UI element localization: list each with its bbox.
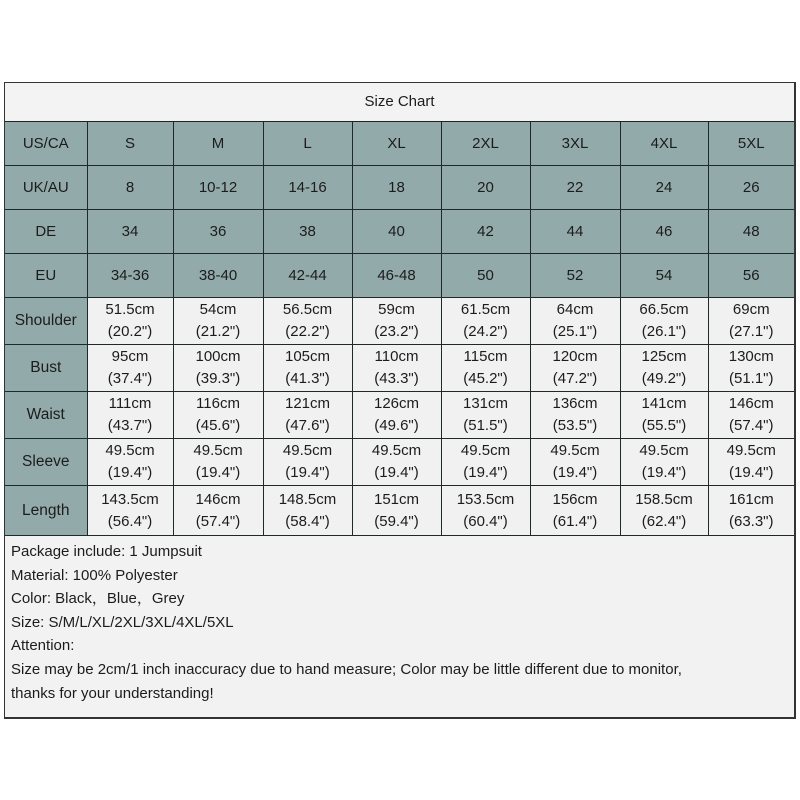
measure-row-bust: [5, 345, 794, 392]
measure-cell: [173, 345, 263, 392]
size-cell: 34: [87, 210, 173, 254]
size-cell: XL: [352, 122, 441, 166]
value-cm: 126cm: [373, 395, 420, 412]
measure-cell: [263, 439, 352, 486]
value-inch: (37.4"): [107, 370, 153, 387]
value-cm: 49.5cm: [193, 442, 243, 459]
measure-cell: [87, 392, 173, 439]
value-cm: 49.5cm: [282, 442, 333, 459]
measure-row-sleeve: [5, 439, 794, 486]
size-table: [5, 122, 794, 536]
value-inch: (47.2"): [552, 370, 598, 387]
measure-cell: [173, 392, 263, 439]
size-cell: 56: [708, 254, 794, 298]
size-row-uk-au: [5, 166, 794, 210]
value-inch: (21.2"): [195, 323, 241, 340]
value-inch: (58.4"): [285, 512, 330, 530]
size-row-us-ca: [5, 122, 794, 166]
value-cm: 110cm: [374, 348, 419, 365]
value-cm: 111cm: [108, 395, 152, 412]
size-row-eu: [5, 254, 794, 298]
value-cm: 49.5cm: [550, 442, 600, 459]
value-cm: 143.5cm: [101, 490, 159, 508]
measure-cell: [620, 486, 708, 536]
value-cm: 49.5cm: [105, 442, 155, 459]
value-cm: 146cm: [728, 395, 774, 412]
measure-row-waist: [5, 392, 794, 439]
measure-cell: [620, 439, 708, 486]
value-cm: 59cm: [378, 301, 415, 318]
value-inch: (25.1"): [552, 323, 598, 340]
value-inch: (62.4"): [641, 512, 687, 530]
row-label: Bust: [5, 345, 87, 392]
value-cm: 146cm: [195, 490, 241, 508]
value-inch: (53.5"): [552, 417, 598, 434]
value-cm: 153.5cm: [456, 490, 515, 508]
size-cell: L: [263, 122, 352, 166]
size-cell: 42-44: [263, 254, 352, 298]
value-inch: (57.4"): [728, 417, 774, 434]
value-cm: 130cm: [728, 348, 774, 365]
size-cell: 48: [708, 210, 794, 254]
value-inch: (24.2"): [463, 323, 508, 340]
value-inch: (43.3"): [374, 370, 419, 387]
value-cm: 49.5cm: [460, 442, 511, 459]
measure-cell: [441, 486, 530, 536]
size-cell: 36: [173, 210, 263, 254]
value-inch: (51.1"): [728, 370, 774, 387]
value-inch: (27.1"): [728, 323, 774, 340]
value-inch: (26.1"): [641, 323, 687, 340]
value-cm: 116cm: [196, 395, 240, 412]
measure-cell: [530, 392, 620, 439]
measure-cell: [530, 486, 620, 536]
value-inch: (49.2"): [641, 370, 687, 387]
size-cell: 10-12: [173, 166, 263, 210]
value-inch: (43.7"): [107, 417, 153, 434]
value-inch: (45.2"): [463, 370, 508, 387]
value-inch: (19.4"): [728, 464, 774, 481]
row-label: US/CA: [5, 122, 87, 166]
measure-cell: [352, 392, 441, 439]
measure-cell: [708, 439, 794, 486]
value-cm: 66.5cm: [639, 301, 689, 318]
value-inch: (41.3"): [285, 370, 330, 387]
measure-cell: [173, 439, 263, 486]
value-cm: 156cm: [552, 490, 598, 508]
measure-cell: [263, 298, 352, 345]
measure-cell: [708, 486, 794, 536]
size-cell: 8: [87, 166, 173, 210]
measure-cell: [352, 345, 441, 392]
row-label: UK/AU: [5, 166, 87, 210]
value-cm: 49.5cm: [371, 442, 422, 459]
size-cell: 52: [530, 254, 620, 298]
value-cm: 69cm: [732, 301, 770, 318]
row-label: Waist: [5, 392, 87, 439]
note-line: Color: Black，Blue，Grey: [11, 590, 185, 608]
measure-cell: [263, 392, 352, 439]
value-inch: (19.4"): [552, 464, 598, 481]
value-inch: (49.6"): [374, 417, 419, 434]
value-cm: 51.5cm: [105, 301, 155, 318]
measure-cell: [441, 439, 530, 486]
value-cm: 158.5cm: [635, 490, 693, 508]
value-cm: 115cm: [463, 348, 508, 365]
value-cm: 64cm: [556, 301, 594, 318]
size-cell: 44: [530, 210, 620, 254]
size-cell: M: [173, 122, 263, 166]
measure-cell: [530, 298, 620, 345]
size-cell: S: [87, 122, 173, 166]
measure-cell: [87, 439, 173, 486]
size-cell: 14-16: [263, 166, 352, 210]
value-inch: (22.2"): [285, 323, 330, 340]
measure-cell: [620, 345, 708, 392]
measure-cell: [352, 486, 441, 536]
measure-cell: [441, 298, 530, 345]
size-cell: 24: [620, 166, 708, 210]
value-inch: (19.4"): [285, 464, 330, 481]
value-inch: (51.5"): [463, 417, 508, 434]
measure-row-length: [5, 486, 794, 536]
measure-cell: [352, 298, 441, 345]
measure-cell: [173, 486, 263, 536]
row-label: DE: [5, 210, 87, 254]
note-line: Material: 100% Polyester: [11, 566, 178, 584]
value-cm: 120cm: [552, 348, 598, 365]
measure-cell: [87, 298, 173, 345]
value-cm: 49.5cm: [726, 442, 776, 459]
measure-cell: [708, 392, 794, 439]
value-cm: 56.5cm: [282, 301, 333, 318]
value-cm: 125cm: [641, 348, 687, 365]
size-cell: 50: [441, 254, 530, 298]
row-label: Sleeve: [5, 439, 87, 486]
note-line: Package include: 1 Jumpsuit: [11, 543, 202, 560]
value-inch: (47.6"): [285, 417, 330, 434]
measure-cell: [352, 439, 441, 486]
value-inch: (20.2"): [107, 323, 153, 340]
measure-cell: [708, 298, 794, 345]
value-cm: 61.5cm: [460, 301, 511, 318]
value-inch: (60.4"): [463, 512, 508, 530]
size-cell: 54: [620, 254, 708, 298]
value-cm: 54cm: [199, 301, 237, 318]
value-cm: 100cm: [195, 348, 241, 365]
size-cell: 18: [352, 166, 441, 210]
size-cell: 2XL: [441, 122, 530, 166]
size-cell: 4XL: [620, 122, 708, 166]
size-cell: 38: [263, 210, 352, 254]
value-inch: (39.3"): [195, 370, 241, 387]
value-inch: (19.4"): [374, 464, 419, 481]
measure-cell: [708, 345, 794, 392]
size-cell: 46: [620, 210, 708, 254]
row-label: Length: [5, 486, 87, 536]
value-cm: 121cm: [284, 395, 331, 412]
measure-cell: [620, 298, 708, 345]
measure-row-shoulder: [5, 298, 794, 345]
size-chart: [4, 82, 796, 719]
measure-cell: [87, 345, 173, 392]
value-inch: (19.4"): [195, 464, 241, 481]
measure-cell: [441, 345, 530, 392]
size-cell: 3XL: [530, 122, 620, 166]
value-cm: 105cm: [284, 348, 331, 365]
note-line: Size: S/M/L/XL/2XL/3XL/4XL/5XL: [11, 613, 234, 631]
value-inch: (57.4"): [195, 512, 241, 530]
product-notes: [5, 536, 794, 705]
value-inch: (63.3"): [728, 512, 774, 530]
size-cell: 40: [352, 210, 441, 254]
size-row-de: [5, 210, 794, 254]
value-inch: (55.5"): [641, 417, 687, 434]
measure-cell: [530, 439, 620, 486]
note-line: thanks for your understanding!: [11, 684, 214, 702]
value-inch: (61.4"): [552, 512, 598, 530]
size-cell: 20: [441, 166, 530, 210]
value-inch: (23.2"): [374, 323, 419, 340]
note-line: Attention:: [11, 637, 75, 655]
measure-cell: [263, 486, 352, 536]
value-cm: 141cm: [641, 395, 687, 412]
value-inch: (19.4"): [641, 464, 687, 481]
row-label: Shoulder: [5, 298, 87, 345]
measure-cell: [173, 298, 263, 345]
value-cm: 136cm: [552, 395, 598, 412]
measure-cell: [87, 486, 173, 536]
size-cell: 42: [441, 210, 530, 254]
measure-cell: [530, 345, 620, 392]
value-cm: 148.5cm: [278, 490, 337, 508]
value-inch: (59.4"): [374, 512, 419, 530]
value-inch: (45.6"): [195, 417, 241, 434]
chart-title: Size Chart: [5, 83, 794, 122]
value-inch: (19.4"): [463, 464, 508, 481]
value-cm: 95cm: [111, 348, 149, 365]
value-inch: (19.4"): [107, 464, 153, 481]
value-cm: 161cm: [728, 490, 774, 508]
value-cm: 151cm: [373, 490, 420, 508]
size-cell: 22: [530, 166, 620, 210]
size-cell: 26: [708, 166, 794, 210]
value-inch: (56.4"): [107, 512, 153, 530]
size-cell: 38-40: [173, 254, 263, 298]
measure-cell: [263, 345, 352, 392]
value-cm: 131cm: [462, 395, 509, 412]
measure-cell: [441, 392, 530, 439]
row-label: EU: [5, 254, 87, 298]
value-cm: 49.5cm: [639, 442, 689, 459]
size-cell: 5XL: [708, 122, 794, 166]
note-line: Size may be 2cm/1 inch inaccuracy due to hand measure; Color may be little different due to monitor,: [11, 660, 682, 678]
measure-cell: [620, 392, 708, 439]
size-cell: 46-48: [352, 254, 441, 298]
size-cell: 34-36: [87, 254, 173, 298]
